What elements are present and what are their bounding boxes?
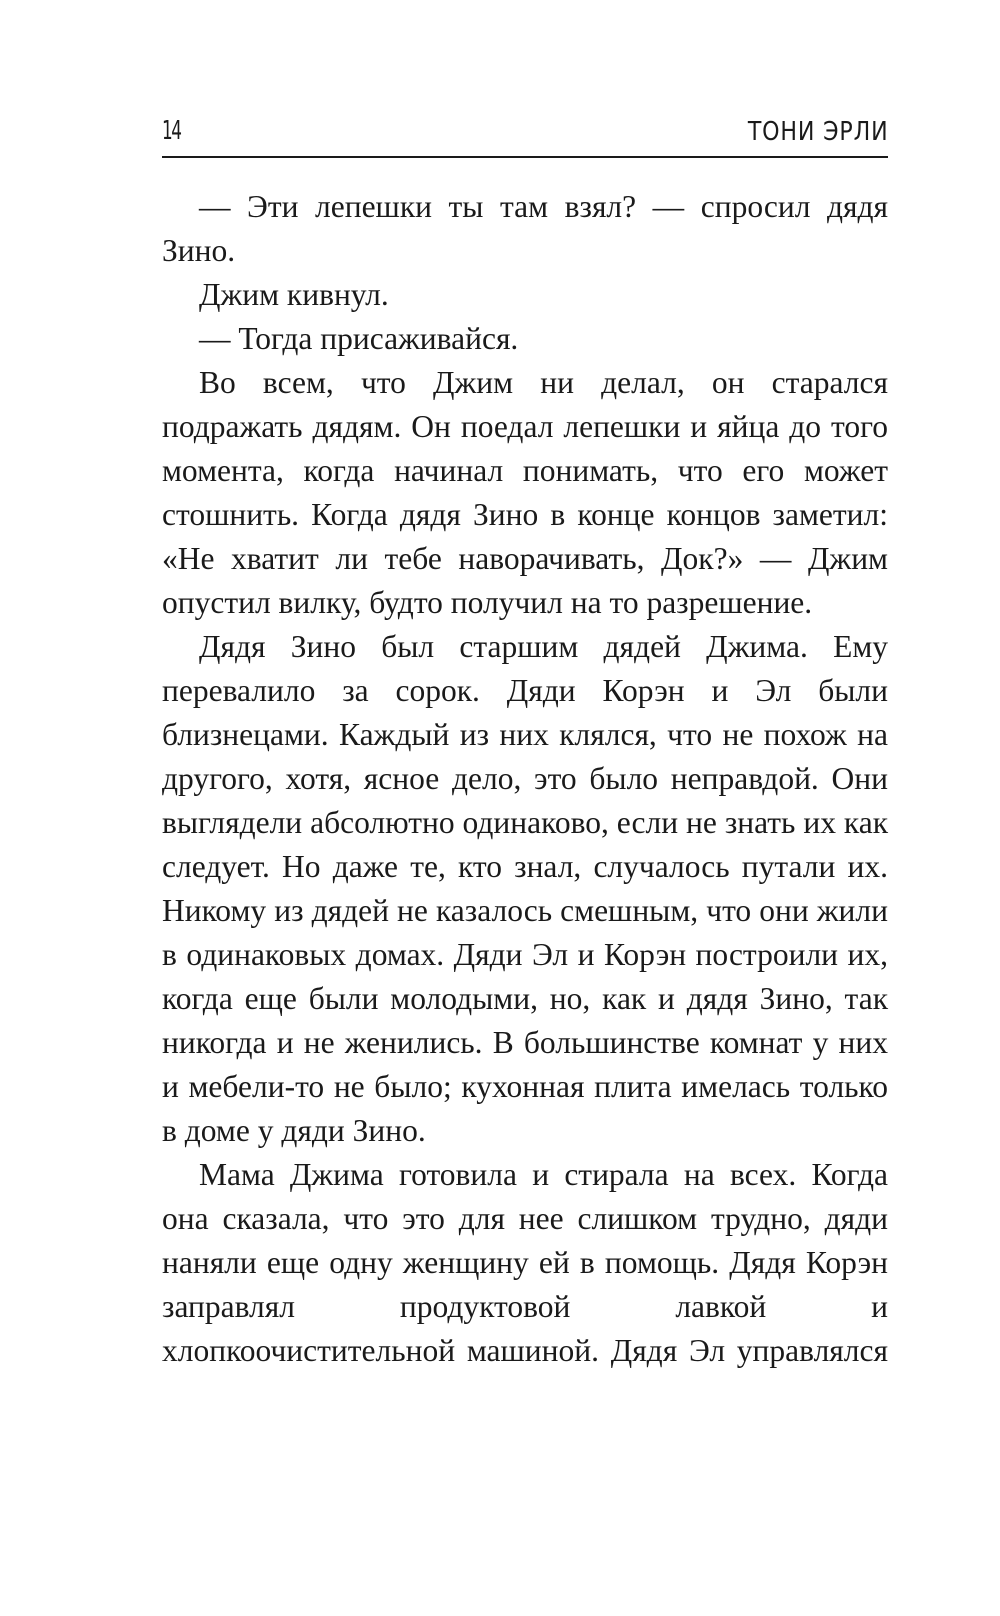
page-number: 14 xyxy=(162,116,181,146)
running-header xyxy=(162,116,888,158)
author-name: ТОНИ ЭРЛИ xyxy=(747,117,888,147)
paragraph: — Тогда присаживайся. xyxy=(199,321,519,356)
paragraph: — Эти лепешки ты там взял? — спросил дядя Зино. xyxy=(162,189,888,268)
paragraph: Джим кивнул. xyxy=(199,277,389,312)
paragraph: Во всем, что Джим ни делал, он старался подражать дядям. Он поедал лепешки и яйца до того момента, когда начинал понимать, что его может стошнить. Когда дядя Зино в конце концов заметил: «Не хватит ли тебе наворачивать, Док?» — Джим опустил вилку, будто получил на то разрешение. xyxy=(162,365,888,620)
body-text xyxy=(162,185,888,1373)
paragraph: Дядя Зино был старшим дядей Джима. Ему перевалило за сорок. Дяди Корэн и Эл были близнецами. Каждый из них клялся, что не похож на другого, хотя, ясное дело, это было неправдой. Они выглядели абсолютно одинаково, если не знать их как следует. Но даже те, кто знал, случалось путали их. Никому из дядей не казалось смешным, что они жили в одинаковых домах. Дяди Эл и Корэн построили их, когда еще были молодыми, но, как и дядя Зино, так никогда и не женились. В большинстве комнат у них и мебели-то не было; кухонная плита имелась только в доме у дяди Зино. xyxy=(162,629,888,1148)
paragraph: Мама Джима готовила и стирала на всех. Когда она сказала, что это для нее слишком трудно, дяди наняли еще одну женщину ей в помощь. Дядя Корэн заправлял продуктовой лавкой и хлопкоочистительной машиной. Дядя Эл управлялся xyxy=(162,1157,888,1368)
